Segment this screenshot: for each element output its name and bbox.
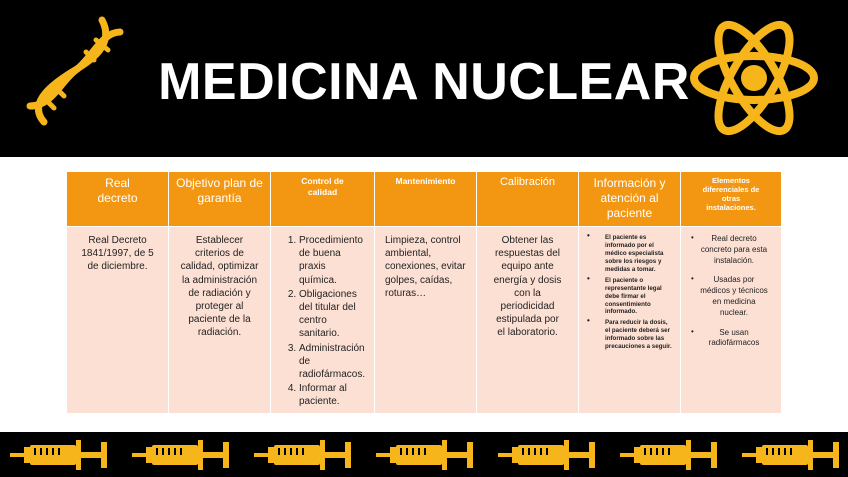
list-item: • Se usan radiofármacos (689, 328, 769, 350)
list-item: • Para reducir la dosis, el paciente deberá ser informado sobre las precauciones a seguir. (583, 319, 674, 351)
header-elementos: Elementos diferenciales de otras instalaciones. (681, 172, 781, 226)
page-title: MEDICINA NUCLEAR (158, 53, 690, 111)
cell-informacion (579, 227, 680, 413)
header-informacion: Información y atención al paciente (579, 172, 680, 226)
cell-mantenimiento: Limpieza, control ambiental, conexiones, evitar golpes, caídas, roturas… (375, 227, 476, 413)
atom-icon (688, 6, 820, 146)
syringe-icon (376, 436, 480, 474)
cell-control-calidad (271, 227, 374, 413)
control-list (281, 234, 366, 408)
header-mantenimiento: Mantenimiento (375, 172, 476, 226)
cell-objetivo: Establecer criterios de calidad, optimizar la administración de radiación y proteger al paciente de la radiación. (169, 227, 270, 413)
quality-table (66, 171, 782, 408)
header-calibracion: Calibración (477, 172, 578, 226)
list-item: • Real decreto concreto para esta instalación. (689, 234, 769, 266)
header-real-decreto: Real decreto (67, 172, 168, 226)
syringe-icon (10, 436, 114, 474)
syringe-icon (254, 436, 358, 474)
table-row (67, 227, 781, 413)
syringe-icon (742, 436, 846, 474)
syringe-icon (498, 436, 602, 474)
list-item: 1. Procedimiento de buena praxis química. (299, 234, 366, 287)
syringe-icon (620, 436, 724, 474)
list-item: 3. Administración de radiofármacos. (299, 342, 366, 382)
cell-calibracion: Obtener las respuestas del equipo ante energía y dosis con la periodicidad estipulada por el laboratorio. (477, 227, 578, 413)
list-item: • El paciente o representante legal debe firmar el consentimiento informado. (583, 277, 674, 317)
cell-real-decreto: Real Decreto 1841/1997, de 5 de diciembre. (67, 227, 168, 413)
syringe-icon (132, 436, 236, 474)
header-control-calidad: Control de calidad (271, 172, 374, 226)
header-objetivo: Objetivo plan de garantía (169, 172, 270, 226)
list-item: 2. Obligaciones del titular del centro sanitario. (299, 288, 366, 341)
table-header-row (67, 172, 781, 226)
informacion-list (583, 234, 674, 351)
list-item: • El paciente es informado por el médico especialista sobre los riesgos y medidas a tomar. (583, 234, 674, 274)
elementos-list (689, 234, 769, 349)
cell-elementos (681, 227, 781, 413)
list-item: 4. Informar al paciente. (299, 382, 366, 408)
list-item: • Usadas por médicos y técnicos en medicina nuclear. (689, 275, 769, 318)
